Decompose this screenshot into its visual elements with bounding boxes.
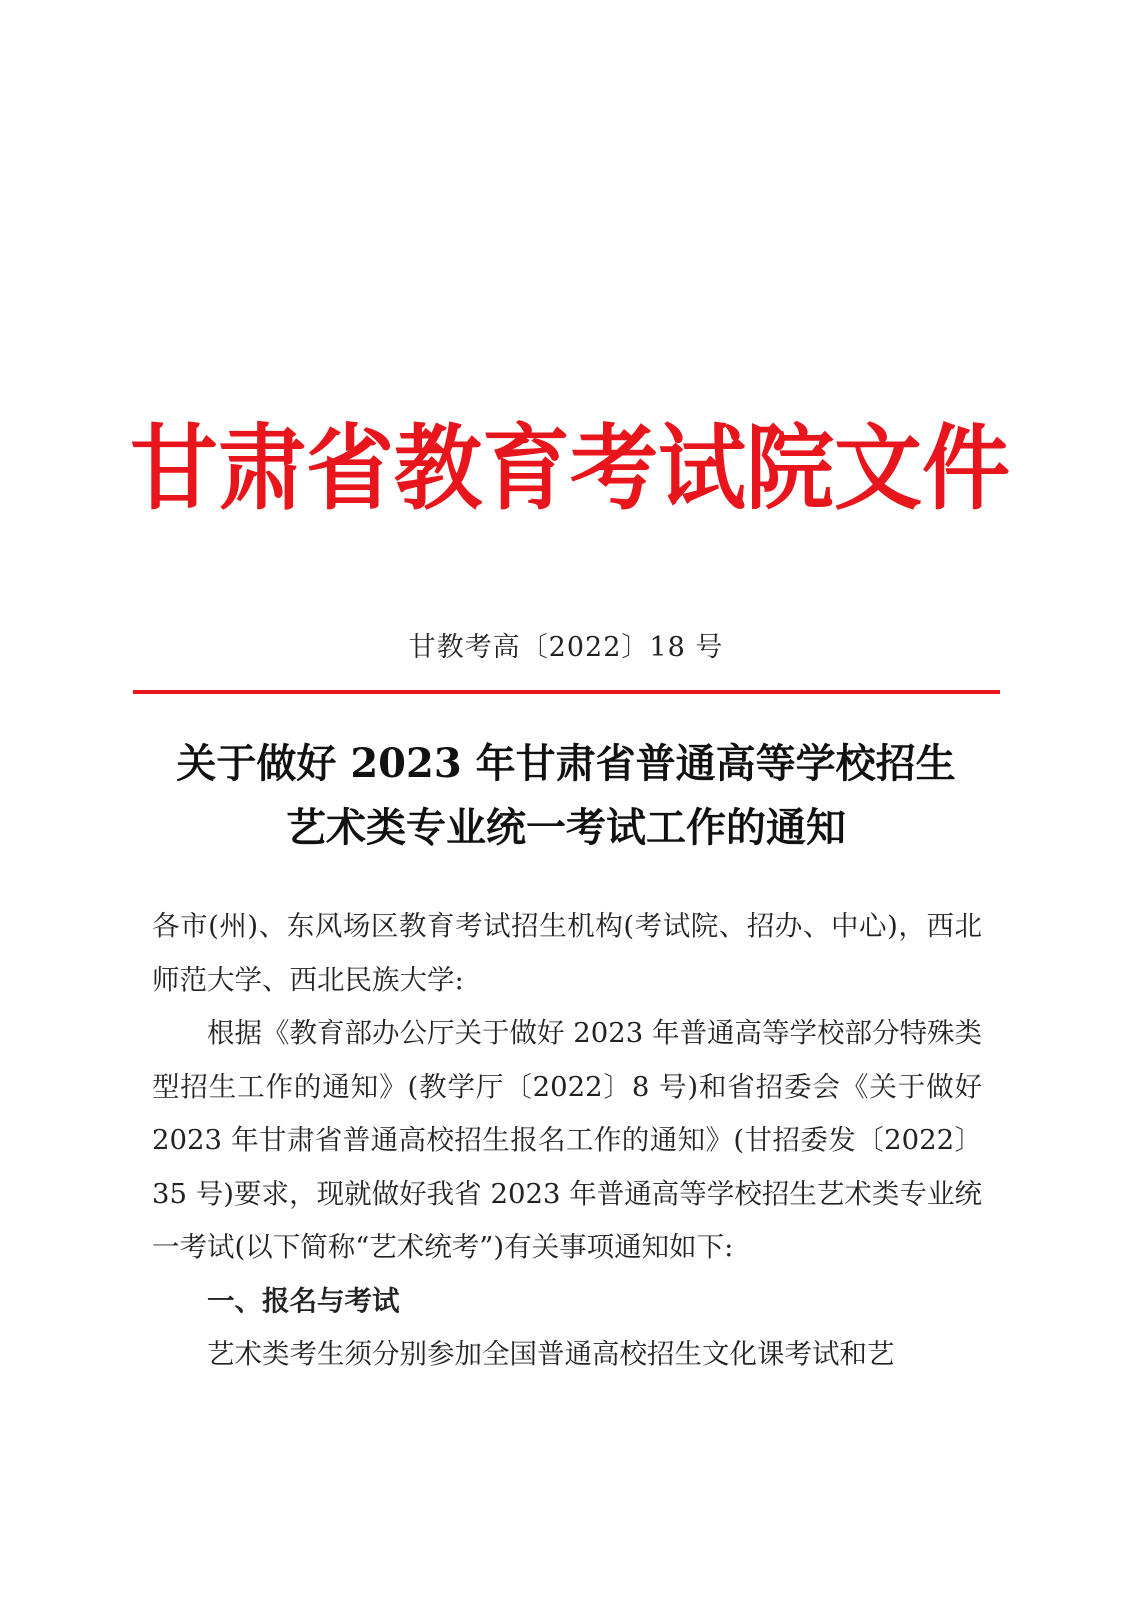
document-title bbox=[130, 732, 1002, 860]
title-line-1: 关于做好 2023 年甘肃省普通高等学校招生 bbox=[176, 740, 956, 787]
document-body bbox=[152, 900, 982, 1382]
recipients-paragraph: 各市(州)、东风场区教育考试招生机构(考试院、招办、中心)，西北师范大学、西北民族大学: bbox=[152, 910, 982, 996]
document-masthead: 甘肃省教育考试院文件 bbox=[130, 413, 1011, 523]
document-number: 甘教考高〔2022〕18 号 bbox=[408, 632, 724, 663]
section-first-paragraph: 艺术类考生须分别参加全国普通高校招生文化课考试和艺 bbox=[207, 1338, 895, 1370]
section-heading: 一、报名与考试 bbox=[207, 1284, 400, 1317]
title-line-2: 艺术类专业统一考试工作的通知 bbox=[286, 804, 846, 851]
red-divider-line bbox=[133, 690, 1000, 694]
intro-paragraph: 根据《教育部办公厅关于做好 2023 年普通高等学校部分特殊类型招生工作的通知》(教学厅〔2022〕8 号)和省招委会《关于做好 2023 年甘肃省普通高校招生报名工作的通知》(甘招委发〔2022〕35 号)要求，现就做好我省 2023 年普通高等学校招生艺术类专业统一考试(以下简称“艺术统考”)有关事项通知如下: bbox=[152, 1017, 982, 1263]
